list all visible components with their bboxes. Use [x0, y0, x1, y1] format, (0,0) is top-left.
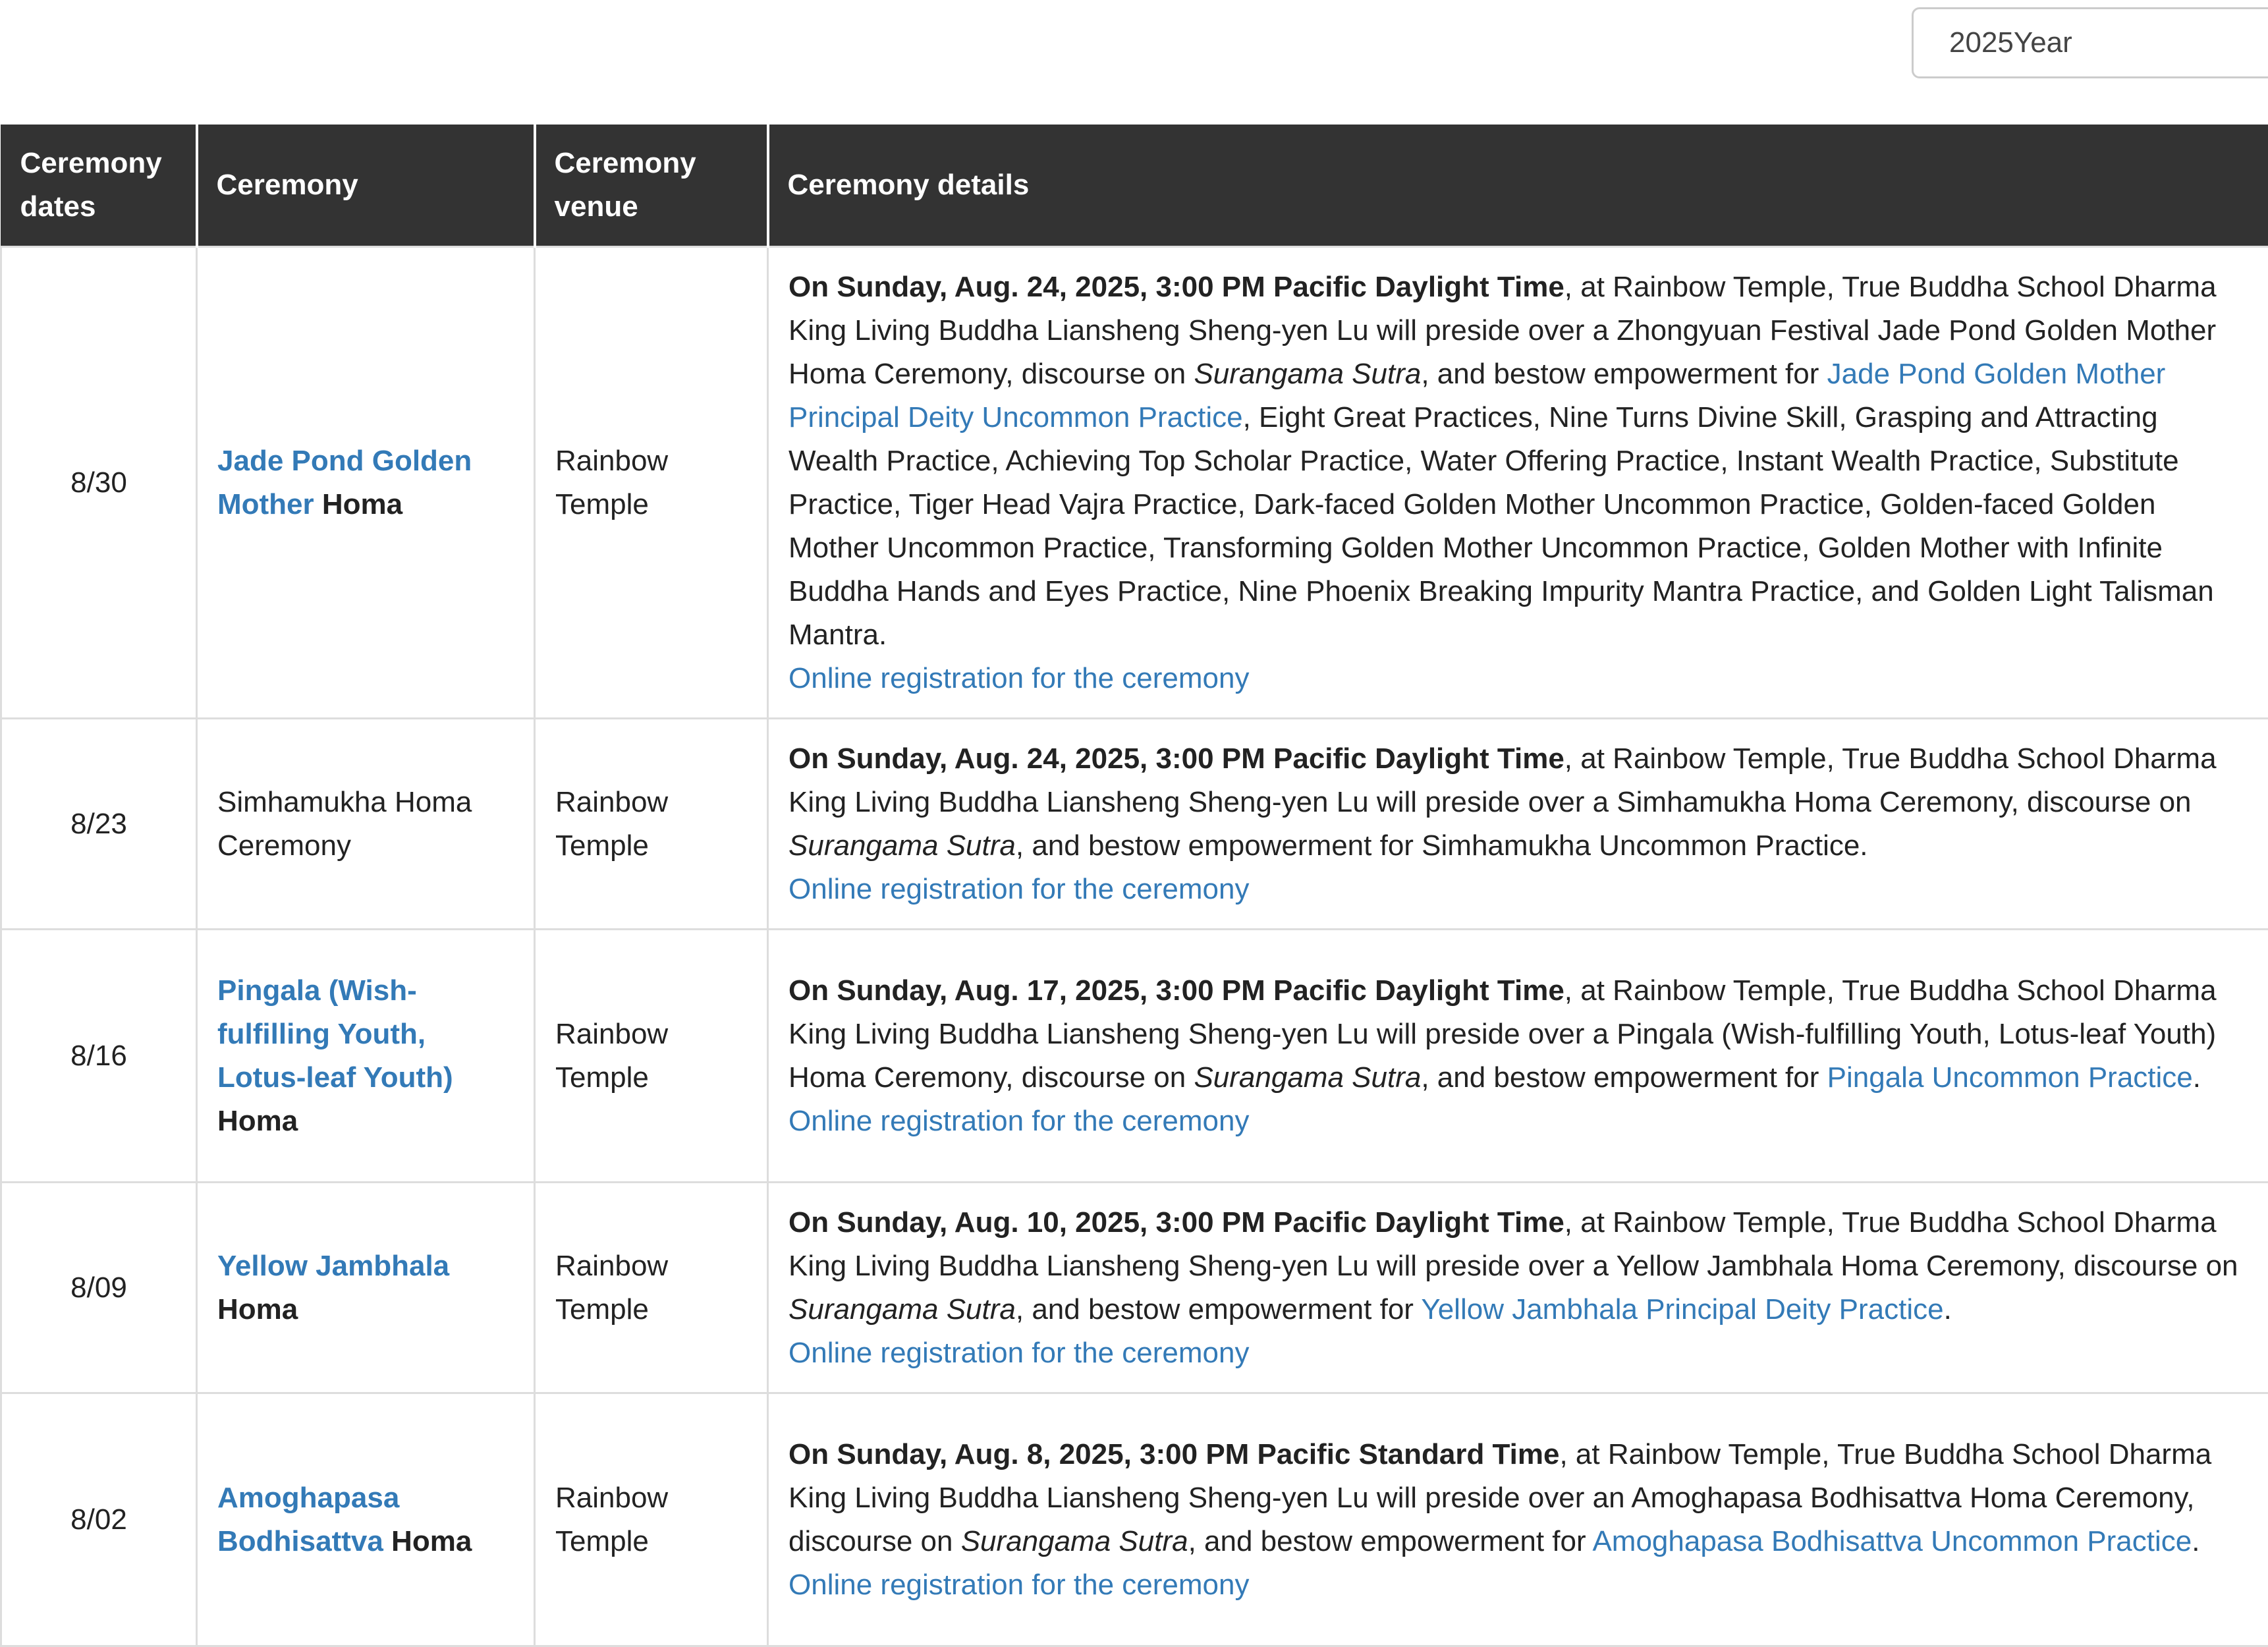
registration-link[interactable]: Online registration for the ceremony: [788, 657, 2248, 700]
ceremony-date: 8/09: [1, 1183, 197, 1393]
detail-sutra: Surangama Sutra: [1194, 1061, 1421, 1094]
detail-text: , and bestow empowerment for: [1188, 1525, 1593, 1557]
ceremony-date: 8/30: [1, 247, 197, 719]
detail-text: , at Rainbow Temple, True Buddha School Dharma King Living Buddha Liansheng Sheng-yen Lu will preside over an Amoghapasa Bodhisattva Homa Ceremony, discourse on: [788, 1438, 2211, 1557]
detail-text: , and bestow empowerment for: [1421, 358, 1827, 390]
ceremony-link[interactable]: Jade Pond Golden Mother: [217, 445, 472, 520]
ceremony-suffix: Homa: [314, 488, 402, 520]
ceremony-date: 8/02: [1, 1393, 197, 1646]
detail-text: , Eight Great Practices, Nine Turns Divine Skill, Grasping and Attracting Wealth Practice, Achieving Top Scholar Practice, Water Offering Practice, Instant Wealth Practice, Substitute Practice, Tiger Head Vajra Practice, Dark-faced Golden Mother Uncommon Practice, Golden-faced Golden Mother Uncommon Practice, Transforming Golden Mother Uncommon Practice, Golden Mother with Infinite Buddha Hands and Eyes Practice, Nine Phoenix Breaking Impurity Mantra Practice, and Golden Light Talisman Mantra.: [788, 401, 2214, 651]
ceremony-details: [768, 247, 2268, 719]
registration-link[interactable]: Online registration for the ceremony: [788, 868, 2248, 911]
ceremony-link[interactable]: Pingala (Wish-fulfilling Youth, Lotus-leaf Youth): [217, 974, 453, 1094]
detail-text: , and bestow empowerment for Simhamukha Uncommon Practice.: [1016, 829, 1868, 862]
ceremony-venue: Rainbow Temple: [535, 247, 768, 719]
ceremony-name-cell: [197, 247, 535, 719]
ceremony-name-cell: [197, 1393, 535, 1646]
practice-link[interactable]: Yellow Jambhala Principal Deity Practice: [1421, 1293, 1943, 1326]
detail-text: , at Rainbow Temple, True Buddha School Dharma King Living Buddha Liansheng Sheng-yen Lu will preside over a Pingala (Wish-fulfilling Youth, Lotus-leaf Youth) Homa Ceremony, discourse on: [788, 974, 2217, 1094]
detail-text: , and bestow empowerment for: [1421, 1061, 1827, 1094]
table-row: [1, 719, 2268, 930]
practice-link[interactable]: Amoghapasa Bodhisattva Uncommon Practice: [1592, 1525, 2192, 1557]
ceremony-suffix: Homa: [217, 1105, 298, 1137]
header-ceremony-dates: Ceremony dates: [1, 125, 197, 247]
detail-text: , at Rainbow Temple, True Buddha School Dharma King Living Buddha Liansheng Sheng-yen Lu will preside over a Simhamukha Homa Ceremony, discourse on: [788, 742, 2217, 818]
detail-text: , at Rainbow Temple, True Buddha School Dharma King Living Buddha Liansheng Sheng-yen Lu will preside over a Zhongyuan Festival Jade Pond Golden Mother Homa Ceremony, discourse on: [788, 271, 2217, 390]
detail-sutra: Surangama Sutra: [961, 1525, 1188, 1557]
detail-sutra: Surangama Sutra: [788, 829, 1016, 862]
practice-link[interactable]: Jade Pond Golden Mother Principal Deity Uncommon Practice: [788, 358, 2165, 433]
detail-text: .: [1944, 1293, 1952, 1326]
table-row: [1, 1393, 2268, 1646]
header-ceremony: Ceremony: [197, 125, 535, 247]
detail-sutra: Surangama Sutra: [788, 1293, 1016, 1326]
year-select[interactable]: 2025Year: [1912, 7, 2268, 78]
ceremony-venue: Rainbow Temple: [535, 1393, 768, 1646]
ceremony-date: 8/23: [1, 719, 197, 930]
ceremony-details: [768, 1183, 2268, 1393]
practice-link[interactable]: Pingala Uncommon Practice: [1827, 1061, 2193, 1094]
ceremony-name: Simhamukha Homa Ceremony: [197, 719, 535, 930]
ceremony-details: [768, 930, 2268, 1183]
ceremony-details: [768, 719, 2268, 930]
detail-text: .: [2192, 1525, 2199, 1557]
detail-text: , and bestow empowerment for: [1016, 1293, 1422, 1326]
table-header-row: [1, 125, 2268, 247]
table-row: [1, 1183, 2268, 1393]
registration-link[interactable]: Online registration for the ceremony: [788, 1100, 2248, 1143]
header-ceremony-venue: Ceremony venue: [535, 125, 768, 247]
detail-text: .: [2193, 1061, 2201, 1094]
ceremony-venue: Rainbow Temple: [535, 930, 768, 1183]
ceremony-link[interactable]: Yellow Jambhala: [217, 1250, 449, 1282]
table-row: [1, 930, 2268, 1183]
detail-text: , at Rainbow Temple, True Buddha School Dharma King Living Buddha Liansheng Sheng-yen Lu will preside over a Yellow Jambhala Homa Ceremony, discourse on: [788, 1206, 2238, 1282]
ceremony-date: 8/16: [1, 930, 197, 1183]
detail-sutra: Surangama Sutra: [1194, 358, 1421, 390]
ceremony-venue: Rainbow Temple: [535, 719, 768, 930]
ceremony-suffix: Homa: [217, 1293, 298, 1326]
detail-time: On Sunday, Aug. 24, 2025, 3:00 PM Pacific Daylight Time: [788, 742, 1564, 775]
table-row: [1, 247, 2268, 719]
header-ceremony-details: Ceremony details: [768, 125, 2268, 247]
ceremony-venue: Rainbow Temple: [535, 1183, 768, 1393]
detail-time: On Sunday, Aug. 8, 2025, 3:00 PM Pacific Standard Time: [788, 1438, 1559, 1470]
registration-link[interactable]: Online registration for the ceremony: [788, 1563, 2248, 1607]
detail-time: On Sunday, Aug. 10, 2025, 3:00 PM Pacific Daylight Time: [788, 1206, 1564, 1239]
ceremony-name-cell: [197, 1183, 535, 1393]
registration-link[interactable]: Online registration for the ceremony: [788, 1331, 2248, 1375]
detail-time: On Sunday, Aug. 24, 2025, 3:00 PM Pacific Daylight Time: [788, 271, 1564, 303]
detail-time: On Sunday, Aug. 17, 2025, 3:00 PM Pacific Daylight Time: [788, 974, 1564, 1007]
ceremony-link[interactable]: Amoghapasa Bodhisattva: [217, 1482, 399, 1557]
ceremony-table: [0, 125, 2268, 1647]
ceremony-details: [768, 1393, 2268, 1646]
ceremony-suffix: Homa: [383, 1525, 472, 1557]
ceremony-name-cell: [197, 930, 535, 1183]
